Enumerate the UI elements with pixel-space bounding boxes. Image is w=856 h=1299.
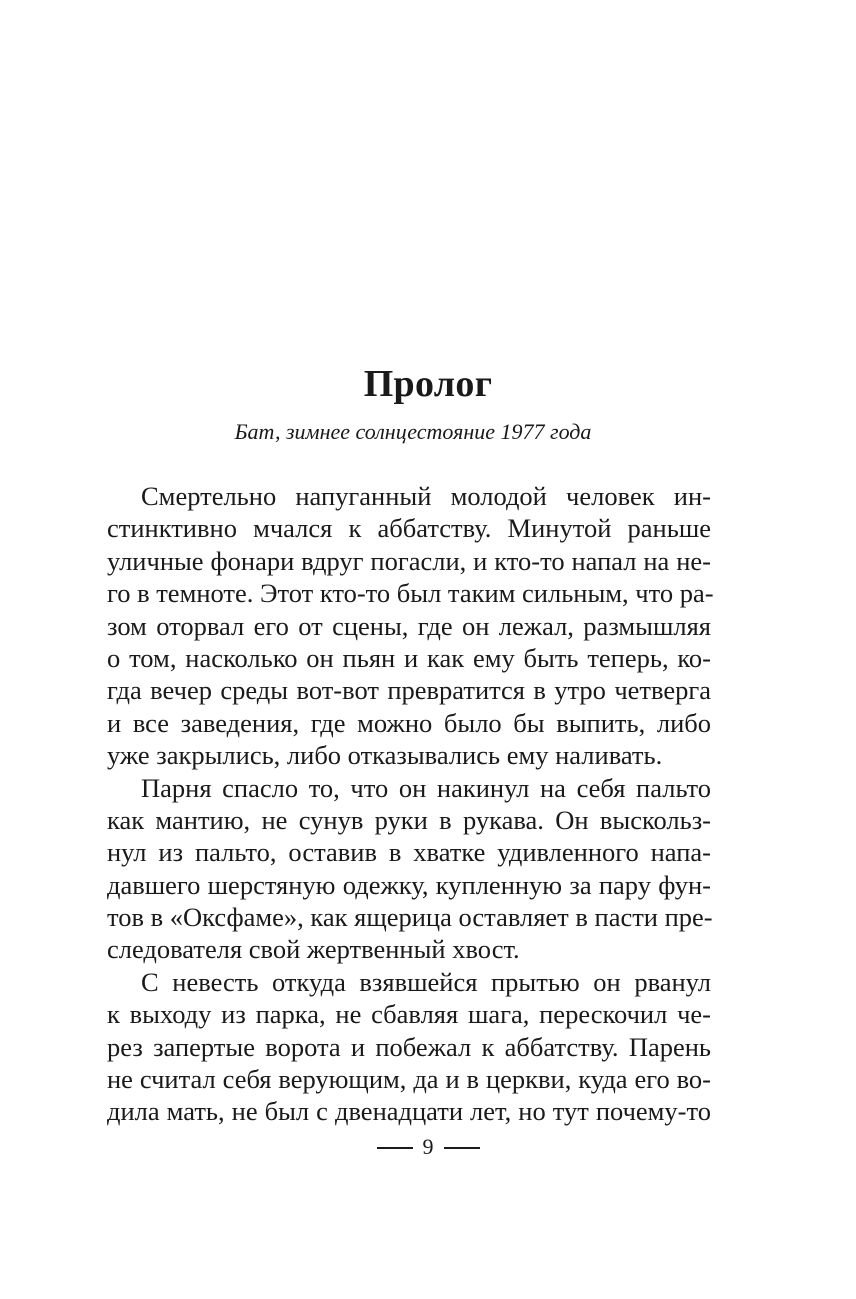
text-line: о том, насколько он пьян и как ему быть теперь, ко- — [107, 642, 711, 673]
page-number: 9 — [422, 1134, 434, 1159]
text-line: и все заведения, где можно было бы выпить, либо — [107, 707, 711, 738]
paragraph — [107, 772, 711, 966]
paragraph — [107, 480, 714, 772]
chapter-subtitle: Бат, зимнее солнцестояние 1977 года — [234, 419, 592, 444]
text-line: дила мать, не был с двенадцати лет, но тут почему-то — [107, 1096, 711, 1127]
text-line: гда вечер среды вот-вот превратится в утро четверга — [107, 675, 711, 706]
page-number-footer — [0, 1133, 856, 1161]
text-line: к выходу из парка, не сбавляя шага, перескочил че- — [107, 999, 711, 1030]
text-line: Смертельно напуганный молодой человек ин- — [141, 481, 711, 511]
text-line: уже закрылись, либо отказывались ему наливать. — [107, 740, 663, 771]
text-line: уличные фонари вдруг погасли, и кто-то напал на не- — [107, 545, 711, 576]
text-line: стинктивно мчался к аббатству. Минутой раньше — [107, 513, 711, 544]
folio-dash-right — [444, 1147, 480, 1149]
text-line: го в темноте. Этот кто-то был таким сильным, что ра- — [107, 578, 714, 609]
text-line: рез запертые ворота и побежал к аббатству. Парень — [107, 1031, 711, 1062]
text-line: не считал себя верующим, да и в церкви, куда его во- — [107, 1064, 711, 1095]
text-line: тов в «Оксфаме», как ящерица оставляет в пасти пре- — [107, 902, 713, 933]
text-line: С невесть откуда взявшейся прытью он рванул — [141, 966, 711, 997]
folio-dash-left — [377, 1147, 413, 1149]
text-line: как мантию, не сунув руки в рукава. Он выскольз- — [107, 804, 711, 835]
text-line: Парня спасло то, что он накинул на себя пальто — [141, 772, 711, 803]
paragraph — [107, 966, 711, 1128]
text-line: следователя свой жертвенный хвост. — [107, 934, 520, 965]
chapter-title: Пролог — [363, 363, 493, 405]
text-line: зом оторвал его от сцены, где он лежал, размышляя — [107, 610, 711, 641]
body-text — [107, 480, 714, 1128]
text-line: давшего шерстяную одежку, купленную за пару фун- — [107, 869, 711, 900]
text-line: нул из пальто, оставив в хватке удивленного напа- — [107, 837, 711, 868]
